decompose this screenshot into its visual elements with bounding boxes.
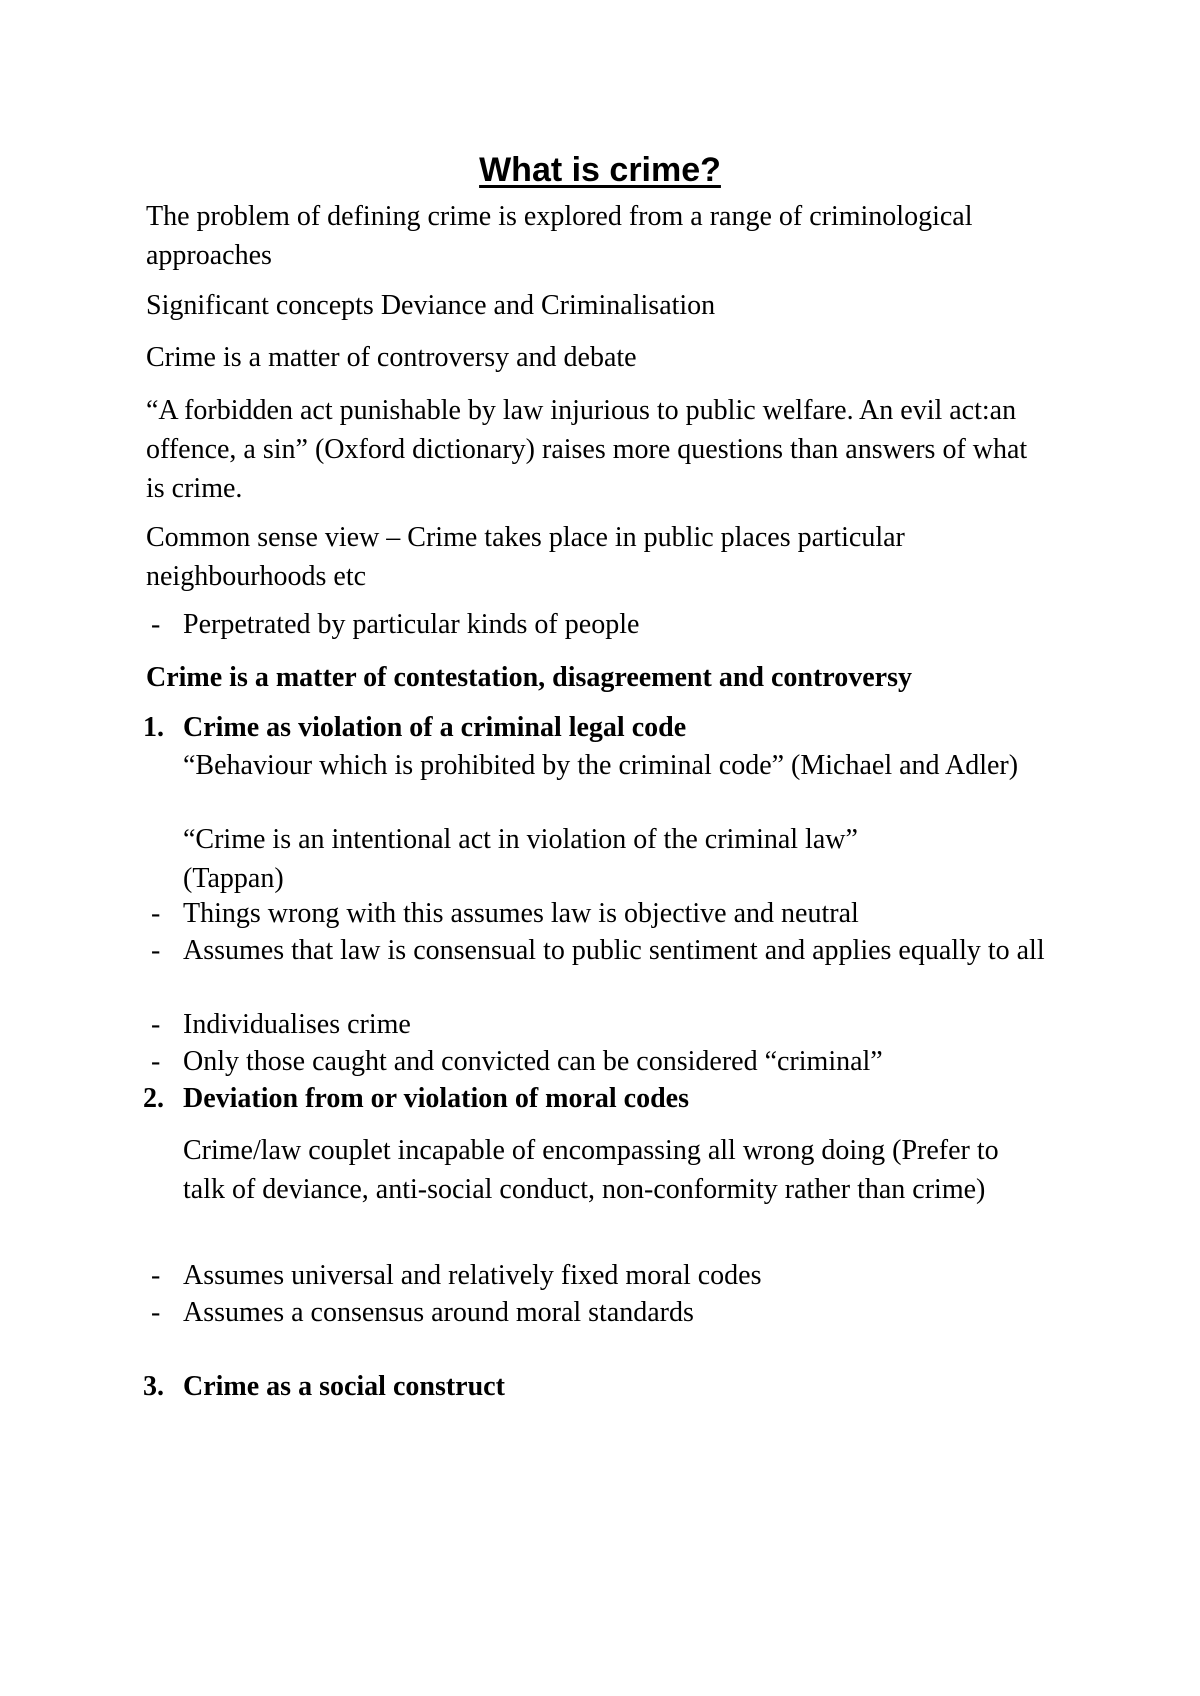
list-item-text: Assumes that law is consensual to public sentiment and applies equally to all <box>183 935 1045 966</box>
bullet-marker: - <box>151 898 161 929</box>
section-number: 1. <box>143 712 164 743</box>
paragraph-crime-law-couplet: Crime/law couplet incapable of encompassing all wrong doing (Prefer to talk of deviance, anti-social conduct, non-conformity rather than crime) <box>183 1135 999 1205</box>
page-title: What is crime? <box>479 151 721 189</box>
bullet-marker: - <box>151 1009 161 1040</box>
list-item <box>151 931 1053 970</box>
section-2-heading <box>143 1079 1053 1118</box>
list-item <box>151 1042 1053 1081</box>
list-item-text: Things wrong with this assumes law is objective and neutral <box>183 898 859 929</box>
list-item-text: Assumes a consensus around moral standards <box>183 1297 694 1328</box>
paragraph-controversy: Crime is a matter of controversy and debate <box>146 342 637 373</box>
section-3-heading <box>143 1367 1053 1406</box>
list-item <box>151 1005 1053 1044</box>
list-item <box>151 1293 1053 1332</box>
list-item <box>151 1256 1053 1295</box>
quote-michael-adler: “Behaviour which is prohibited by the criminal code” (Michael and Adler) <box>183 750 1019 781</box>
paragraph-oxford-definition: “A forbidden act punishable by law injurious to public welfare. An evil act:an offence, a sin” (Oxford dictionary) raises more questions than answers of what is crime. <box>146 395 1028 504</box>
section-1-heading <box>143 708 1053 747</box>
section-heading-text: Deviation from or violation of moral codes <box>183 1083 690 1114</box>
bullet-marker: - <box>151 609 161 640</box>
bullet-marker: - <box>151 935 161 966</box>
section-heading-text: Crime as violation of a criminal legal code <box>183 712 687 743</box>
section-heading-text: Crime as a social construct <box>183 1371 505 1402</box>
list-item-text: Assumes universal and relatively fixed moral codes <box>183 1260 762 1291</box>
paragraph-problem-definition: The problem of defining crime is explored from a range of criminological approaches <box>146 201 973 271</box>
bullet-marker: - <box>151 1046 161 1077</box>
heading-contestation: Crime is a matter of contestation, disagreement and controversy <box>146 662 912 693</box>
list-item-text: Perpetrated by particular kinds of people <box>183 609 640 640</box>
section-number: 2. <box>143 1083 164 1114</box>
bullet-marker: - <box>151 1260 161 1291</box>
paragraph-significant-concepts: Significant concepts Deviance and Criminalisation <box>146 290 716 321</box>
list-item <box>151 605 1053 644</box>
section-number: 3. <box>143 1371 164 1402</box>
list-item-text: Individualises crime <box>183 1009 411 1040</box>
paragraph-common-sense-view: Common sense view – Crime takes place in public places particular neighbourhoods etc <box>146 522 905 592</box>
list-item <box>151 894 1053 933</box>
bullet-marker: - <box>151 1297 161 1328</box>
quote-tappan: “Crime is an intentional act in violation of the criminal law” (Tappan) <box>183 824 858 894</box>
list-item-text: Only those caught and convicted can be considered “criminal” <box>183 1046 883 1077</box>
